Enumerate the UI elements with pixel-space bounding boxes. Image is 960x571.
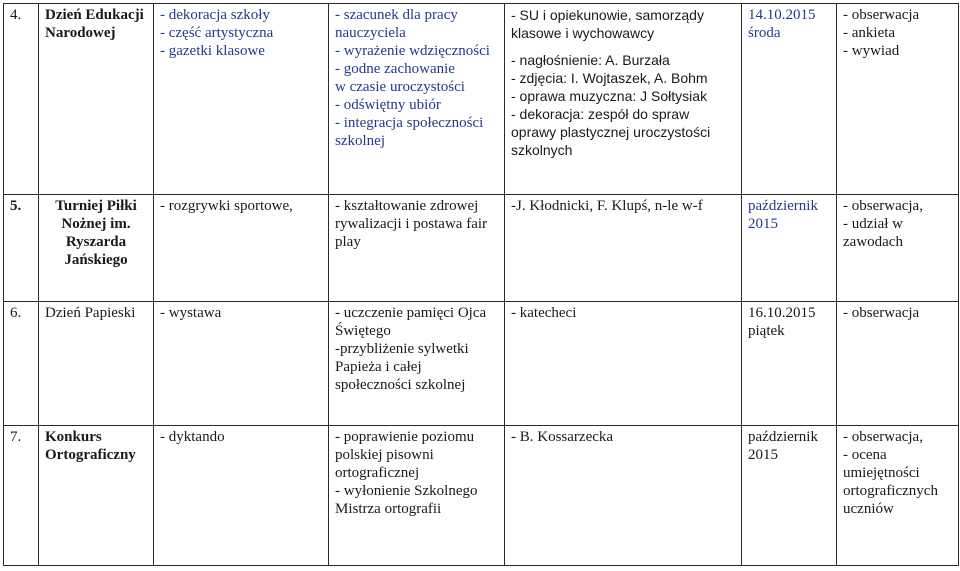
table-row: [4, 426, 959, 566]
event-name: Konkurs Ortograficzny: [39, 426, 154, 566]
event-responsible: - B. Kossarzecka: [505, 426, 742, 566]
row-number: 7.: [4, 426, 39, 566]
event-name: Dzień Edukacji Narodowej: [39, 4, 154, 195]
table-row: [4, 4, 959, 195]
table-row: [4, 195, 959, 302]
event-responsible: - SU i opiekunowie, samorządy klasowe i wychowawcy - nagłośnienie: A. Burzała - zdjęcia: I. Wojtaszek, A. Bohm - oprawa muzyczna: J Sołtysiak - dekoracja: zespół do spraw oprawy plastycznej uroczystości szkolnych: [505, 4, 742, 195]
event-goals: - uczczenie pamięci Ojca Świętego -przybliżenie sylwetki Papieża i całej społeczności szkolnej: [329, 302, 505, 426]
event-forms: - dekoracja szkoły - część artystyczna - gazetki klasowe: [154, 4, 329, 195]
event-date: październik 2015: [742, 426, 837, 566]
event-evaluation: - obserwacja, - ocena umiejętności ortograficznych uczniów: [837, 426, 959, 566]
row-number: 4.: [4, 4, 39, 195]
event-forms: - dyktando: [154, 426, 329, 566]
event-forms: - rozgrywki sportowe,: [154, 195, 329, 302]
event-name: Turniej Piłki Nożnej im. Ryszarda Jańskiego: [39, 195, 154, 302]
event-goals: - poprawienie poziomu polskiej pisowni ortograficznej - wyłonienie Szkolnego Mistrza ortografii: [329, 426, 505, 566]
event-date: 14.10.2015 środa: [742, 4, 837, 195]
event-goals: - kształtowanie zdrowej rywalizacji i postawa fair play: [329, 195, 505, 302]
event-evaluation: - obserwacja - ankieta - wywiad: [837, 4, 959, 195]
event-responsible: -J. Kłodnicki, F. Klupś, n-le w-f: [505, 195, 742, 302]
event-name: Dzień Papieski: [39, 302, 154, 426]
event-date: 16.10.2015 piątek: [742, 302, 837, 426]
event-goals: - szacunek dla pracy nauczyciela - wyrażenie wdzięczności - godne zachowanie w czasie uroczystości - odświętny ubiór - integracja społeczności szkolnej: [329, 4, 505, 195]
events-table: [3, 3, 959, 566]
table-row: [4, 302, 959, 426]
event-responsible: - katecheci: [505, 302, 742, 426]
event-date: październik 2015: [742, 195, 837, 302]
row-number: 5.: [4, 195, 39, 302]
event-evaluation: - obserwacja, - udział w zawodach: [837, 195, 959, 302]
event-forms: - wystawa: [154, 302, 329, 426]
event-evaluation: - obserwacja: [837, 302, 959, 426]
row-number: 6.: [4, 302, 39, 426]
